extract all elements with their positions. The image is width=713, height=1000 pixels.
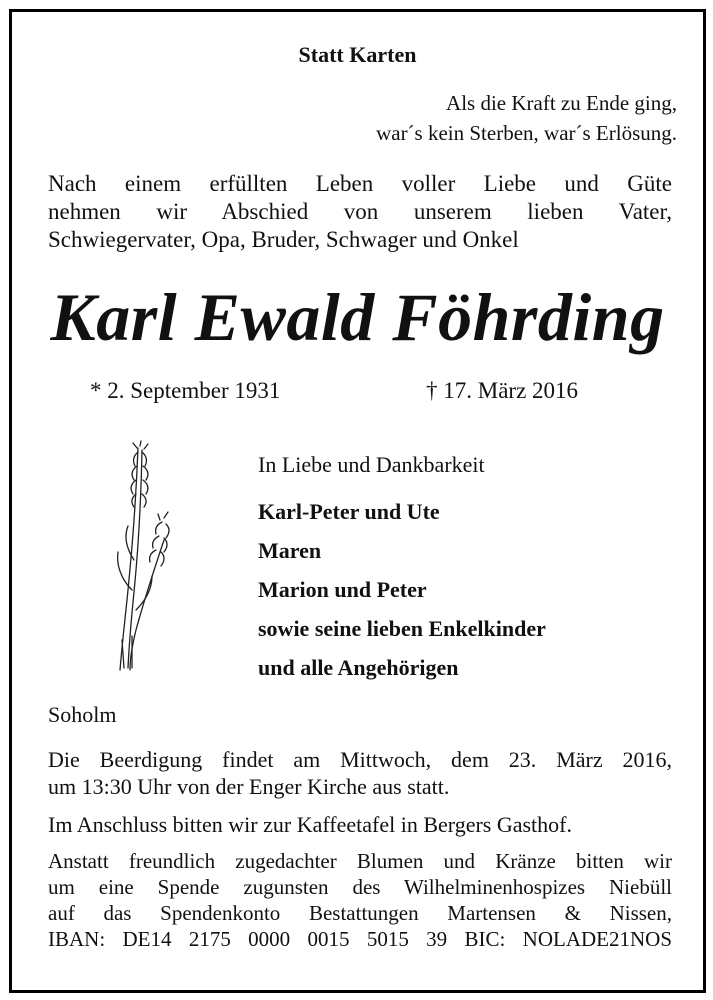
donation-request bbox=[48, 848, 672, 952]
deceased-name: Karl Ewald Föhrding bbox=[50, 279, 665, 355]
heading: Statt Karten bbox=[298, 42, 417, 67]
donation-line-2: um eine Spende zugunsten des Wilhelminenhospizes Niebüll bbox=[48, 875, 672, 899]
mourner-line: Karl-Peter und Ute bbox=[258, 499, 440, 524]
mourner-line: und alle Angehörigen bbox=[258, 655, 459, 680]
place-name: Soholm bbox=[48, 702, 117, 727]
mourner-line: Marion und Peter bbox=[258, 577, 427, 602]
funeral-line-1: Die Beerdigung findet am Mittwoch, dem 23. März 2016, bbox=[48, 747, 672, 772]
mourner-line: Maren bbox=[258, 538, 322, 563]
death-date: † 17. März 2016 bbox=[426, 378, 579, 403]
intro-line-1: Nach einem erfüllten Leben voller Liebe und Güte bbox=[48, 171, 672, 196]
donation-line-4: IBAN: DE14 2175 0000 0015 5015 39 BIC: NOLADE21NOS bbox=[48, 927, 672, 951]
mourner-line: sowie seine lieben Enkelkinder bbox=[258, 616, 546, 641]
thanks-line: In Liebe und Dankbarkeit bbox=[258, 452, 485, 477]
intro-line-3: Schwiegervater, Opa, Bruder, Schwager und Onkel bbox=[48, 227, 519, 252]
memorial-quote bbox=[376, 88, 677, 148]
funeral-line-2: um 13:30 Uhr von der Enger Kirche aus statt. bbox=[48, 774, 450, 799]
reception-line: Im Anschluss bitten wir zur Kaffeetafel in Bergers Gasthof. bbox=[48, 812, 572, 837]
wheat-sheaf-icon bbox=[92, 440, 182, 676]
funeral-details bbox=[48, 746, 672, 800]
quote-line-1: Als die Kraft zu Ende ging, bbox=[446, 91, 677, 115]
donation-line-3: auf das Spendenkonto Bestattungen Martensen & Nissen, bbox=[48, 901, 672, 925]
quote-line-2: war´s kein Sterben, war´s Erlösung. bbox=[376, 121, 677, 145]
intro-paragraph bbox=[48, 170, 672, 254]
obituary-notice bbox=[9, 9, 706, 993]
mourners-list bbox=[258, 492, 546, 687]
birth-date: * 2. September 1931 bbox=[90, 378, 281, 403]
donation-line-1: Anstatt freundlich zugedachter Blumen und Kränze bitten wir bbox=[48, 849, 672, 873]
intro-line-2: nehmen wir Abschied von unserem lieben Vater, bbox=[48, 199, 672, 224]
